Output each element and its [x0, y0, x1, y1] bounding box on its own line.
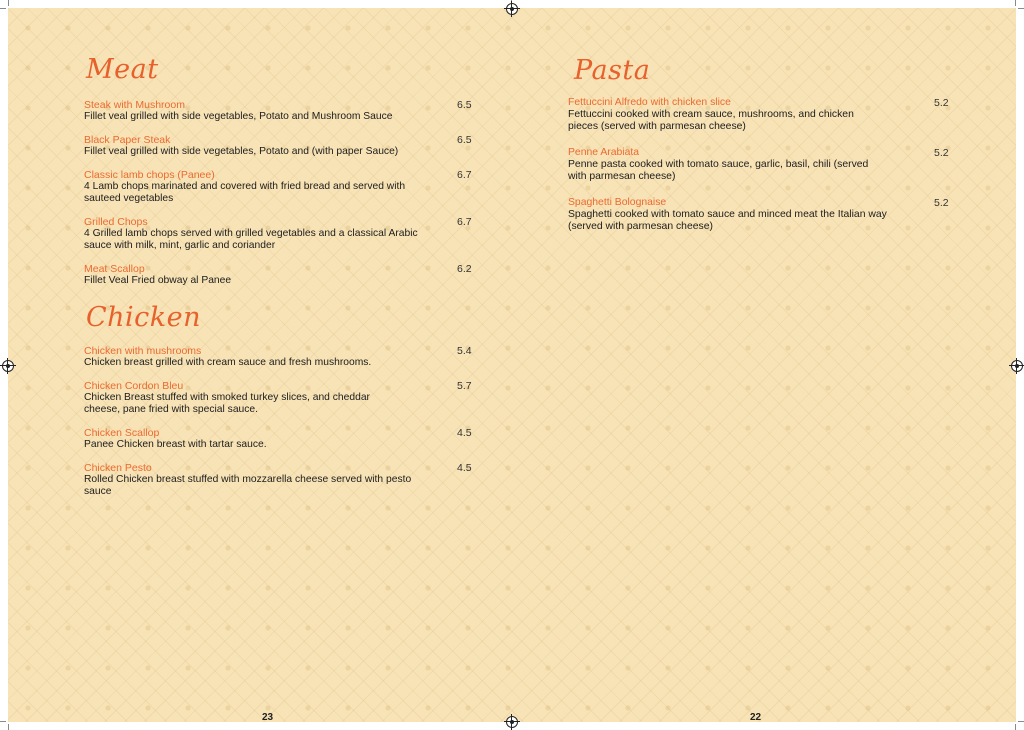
page-number-left: 23	[262, 712, 274, 723]
item-price: 6.5	[457, 99, 472, 111]
item-name: Steak with Mushroom	[84, 99, 185, 111]
menu-item	[84, 427, 474, 451]
item-name: Grilled Chops	[84, 216, 148, 228]
menu-item	[84, 99, 474, 123]
menu-item	[84, 380, 474, 416]
page-number-right: 22	[750, 712, 762, 723]
crop-mark-bottom-left	[8, 724, 9, 730]
crop-mark-top-right	[1015, 0, 1016, 6]
item-description: Chicken Breast stuffed with smoked turkey slices, and cheddar cheese, pane fried with special sauce.	[84, 392, 370, 415]
menu-item	[84, 462, 474, 498]
crop-mark-bottom-right	[1015, 724, 1016, 730]
item-name: Fettuccini Alfredo with chicken slice	[568, 97, 731, 108]
item-name: Chicken with mushrooms	[84, 345, 202, 357]
menu-item	[84, 345, 474, 369]
item-description: Chicken breast grilled with cream sauce and fresh mushrooms.	[84, 357, 372, 368]
crop-mark-top-left-h	[0, 8, 6, 9]
crop-mark-top-left	[8, 0, 9, 6]
item-price: 4.5	[457, 427, 472, 439]
item-name: Chicken Pesto	[84, 462, 152, 474]
item-description: 4 Grilled lamb chops served with grilled vegetables and a classical Arabic sauce with milk, mint, garlic and coriander	[84, 228, 418, 251]
crop-mark-bottom-left-h	[0, 721, 6, 722]
item-price: 6.5	[457, 134, 472, 146]
registration-mark-right-icon	[1011, 360, 1023, 372]
menu-item	[84, 169, 474, 205]
menu-item	[84, 263, 474, 287]
item-description: Fillet veal grilled with side vegetables, Potato and Mushroom Sauce	[84, 111, 393, 122]
section-title-pasta: Pasta	[574, 55, 651, 86]
item-name: Classic lamb chops (Panee)	[84, 169, 215, 181]
menu-item	[568, 197, 952, 233]
registration-mark-bottom-icon	[506, 716, 518, 728]
item-description: Rolled Chicken breast stuffed with mozzarella cheese served with pesto sauce	[84, 474, 412, 497]
item-name: Chicken Cordon Bleu	[84, 380, 184, 392]
registration-mark-left-icon	[2, 360, 14, 372]
item-price: 6.7	[457, 169, 472, 181]
item-description: Panee Chicken breast with tartar sauce.	[84, 439, 267, 450]
item-price: 5.7	[457, 380, 472, 392]
menu-item	[568, 147, 952, 183]
item-description: Fettuccini cooked with cream sauce, mushrooms, and chicken pieces (served with parmesan cheese)	[568, 109, 854, 132]
item-price: 6.2	[457, 263, 472, 275]
menu-item	[568, 97, 952, 133]
section-title-meat: Meat	[86, 54, 159, 85]
item-description: 4 Lamb chops marinated and covered with fried bread and served with sauteed vegetables	[84, 181, 406, 204]
registration-mark-top-icon	[506, 3, 518, 15]
crop-mark-top-right-h	[1018, 8, 1024, 9]
item-price: 5.2	[934, 197, 949, 209]
item-name: Chicken Scallop	[84, 427, 160, 439]
item-description: Spaghetti cooked with tomato sauce and minced meat the Italian way (served with parmesan cheese)	[568, 209, 887, 232]
item-name: Penne Arabiata	[568, 147, 640, 158]
item-name: Spaghetti Bolognaise	[568, 197, 667, 208]
item-name: Black Paper Steak	[84, 134, 171, 146]
crop-mark-bottom-right-h	[1018, 721, 1024, 722]
item-description: Fillet Veal Fried obway al Panee	[84, 275, 232, 286]
item-price: 4.5	[457, 462, 472, 474]
item-price: 5.2	[934, 97, 949, 109]
item-price: 5.4	[457, 345, 472, 357]
section-title-chicken: Chicken	[86, 302, 202, 333]
menu-item	[84, 134, 474, 158]
menu-item	[84, 216, 474, 252]
item-name: Meat Scallop	[84, 263, 145, 275]
item-price: 5.2	[934, 147, 949, 159]
item-description: Fillet veal grilled with side vegetables, Potato and (with paper Sauce)	[84, 146, 399, 157]
item-price: 6.7	[457, 216, 472, 228]
item-description: Penne pasta cooked with tomato sauce, garlic, basil, chili (served with parmesan cheese)	[568, 159, 869, 182]
